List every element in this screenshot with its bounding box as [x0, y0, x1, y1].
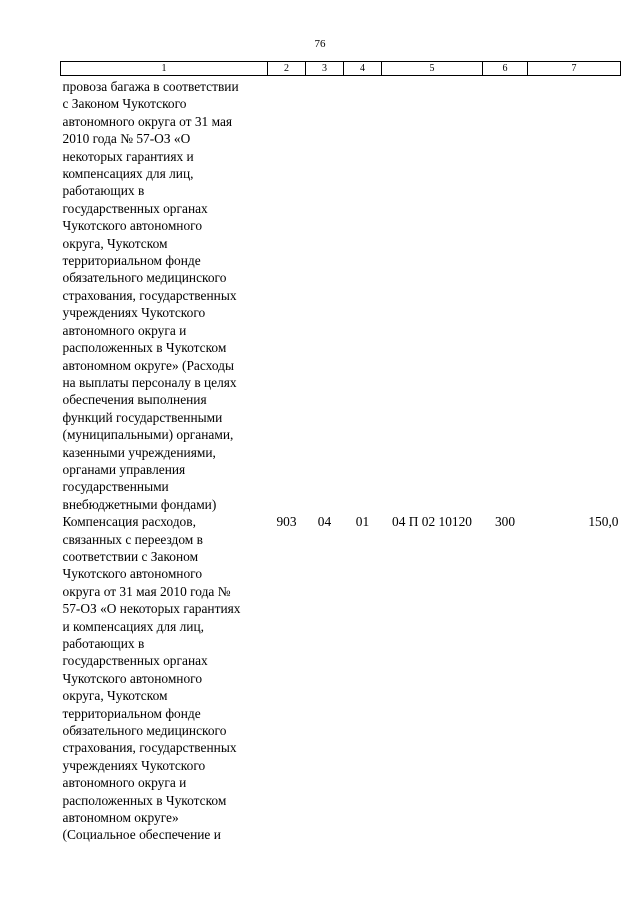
- expense-type-code: 300: [494, 514, 516, 530]
- description-line: на выплаты персоналу в целях: [62, 374, 237, 390]
- column-header-2: 2: [268, 62, 306, 76]
- description-line: казенными учреждениями,: [62, 444, 216, 460]
- description-line: расположенных в Чукотском: [62, 340, 227, 356]
- column-number-row: [61, 62, 621, 76]
- description-line: государственных органах: [62, 200, 208, 216]
- description-line: обеспечения выполнения: [62, 392, 207, 408]
- description-line: провоза багажа в соответствии: [62, 79, 239, 94]
- description-line: государственных органах: [62, 653, 208, 669]
- subsection-code: 01: [355, 514, 370, 530]
- description-line: территориальном фонде: [62, 705, 201, 721]
- description-line: обязательного медицинского: [62, 270, 227, 286]
- column-header-4: 4: [344, 62, 382, 76]
- description-line: 2010 года № 57-ОЗ «О: [62, 131, 191, 147]
- chapter-code: [268, 76, 306, 514]
- description-line: округа, Чукотском: [62, 688, 168, 704]
- description-line: связанных с переездом в: [62, 531, 203, 547]
- description-line: автономного округа от 31 мая: [62, 113, 233, 129]
- section-code: [306, 76, 344, 514]
- description-line: работающих в: [62, 183, 145, 199]
- description-line: государственными: [62, 479, 169, 495]
- amount: [528, 76, 621, 514]
- description-line: обязательного медицинского: [62, 723, 227, 739]
- budget-table: [60, 61, 621, 844]
- description-line: расположенных в Чукотском: [62, 792, 227, 808]
- column-header-6: 6: [483, 62, 528, 76]
- chapter-code: 903: [276, 514, 297, 530]
- description-line: (Социальное обеспечение и: [62, 827, 221, 843]
- description-line: соответствии с Законом: [62, 548, 199, 564]
- column-header-1: 1: [61, 62, 268, 76]
- description-line: и компенсациях для лиц,: [62, 618, 204, 634]
- description-line: территориальном фонде: [62, 253, 201, 269]
- column-header-7: 7: [528, 62, 621, 76]
- row-description: [61, 76, 268, 514]
- description-line: автономном округе» (Расходы: [62, 357, 234, 373]
- column-header-3: 3: [306, 62, 344, 76]
- description-line: Чукотского автономного: [62, 670, 203, 686]
- description-line: округа, Чукотском: [62, 235, 168, 251]
- description-line: компенсациях для лиц,: [62, 166, 194, 182]
- description-line: страхования, государственных: [62, 287, 237, 303]
- description-line: с Законом Чукотского: [62, 96, 187, 112]
- description-line: внебюджетными фондами): [62, 496, 217, 512]
- section-code: 04: [317, 514, 332, 530]
- description-line: автономного округа и: [62, 322, 187, 338]
- description-line: Чукотского автономного: [62, 218, 203, 234]
- description-line: функций государственными: [62, 409, 223, 425]
- description-line: органами управления: [62, 461, 186, 477]
- description-line: автономного округа и: [62, 775, 187, 791]
- amount: 150,0: [588, 514, 619, 530]
- description-line: учреждениях Чукотского: [62, 305, 206, 321]
- description-line: некоторых гарантиях и: [62, 148, 194, 164]
- target-article-code: [382, 76, 483, 514]
- target-article-code: 04 П 02 10120: [392, 514, 472, 530]
- page-number: 76: [314, 38, 326, 50]
- description-line: автономном округе»: [62, 810, 179, 826]
- description-line: работающих в: [62, 636, 145, 651]
- description-line: 57-ОЗ «О некоторых гарантиях: [62, 601, 241, 617]
- description-line: страхования, государственных: [62, 740, 237, 756]
- table-row: [61, 513, 621, 844]
- description-line: учреждениях Чукотского: [62, 757, 206, 773]
- column-header-5: 5: [382, 62, 483, 76]
- description-line: Чукотского автономного: [62, 566, 203, 582]
- description-line: округа от 31 мая 2010 года №: [62, 583, 231, 599]
- subsection-code: [344, 76, 382, 514]
- description-line: (муниципальными) органами,: [62, 427, 234, 443]
- description-line: Компенсация расходов,: [62, 514, 196, 530]
- row-description: [61, 513, 268, 844]
- expense-type-code: [483, 76, 528, 514]
- table-row: [61, 76, 621, 514]
